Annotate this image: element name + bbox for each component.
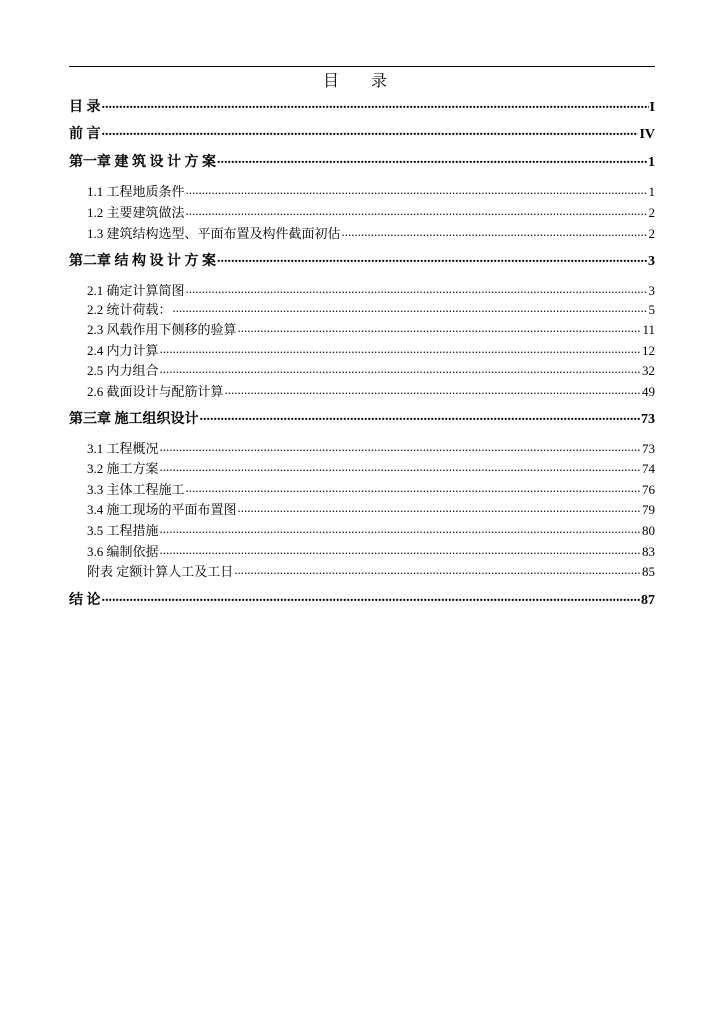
toc-dot-leader: [342, 226, 648, 238]
toc-entry-label: 3.1 工程概况: [87, 441, 159, 456]
toc-entry-label: 1.3 建筑结构选型、平面布置及构件截面初估: [87, 226, 341, 241]
toc-entry-page-number: 49: [642, 384, 655, 399]
toc-entry-label: 2.4 内力计算: [87, 343, 159, 358]
toc-section-entry[interactable]: [87, 383, 655, 401]
toc-entry-label: 3.2 施工方案: [87, 461, 159, 476]
toc-entry-page-number: 3: [648, 254, 655, 269]
toc-entry-page-number: 76: [642, 482, 655, 497]
toc-dot-leader: [238, 322, 642, 334]
toc-section-entry[interactable]: [87, 481, 655, 499]
toc-entry-label: 2.1 确定计算简图: [87, 283, 185, 298]
toc-entry-page-number: 1: [648, 184, 655, 199]
toc-entry-page-number: 2: [648, 205, 655, 220]
toc-dot-leader: [160, 544, 641, 556]
toc-entry-page-number: 5: [648, 302, 655, 317]
toc-section-entry[interactable]: [87, 501, 655, 519]
toc-dot-leader: [160, 363, 641, 375]
toc-entry-page-number: 79: [642, 502, 655, 517]
toc-title: 目 录: [322, 73, 401, 90]
toc-dot-leader: [217, 253, 647, 265]
toc-entry-label: 3.3 主体工程施工: [87, 482, 185, 497]
toc-chapter-entry[interactable]: [69, 411, 655, 429]
toc-dot-leader: [225, 384, 641, 396]
toc-entry-page-number: I: [649, 100, 655, 115]
toc-dot-leader: [217, 154, 647, 166]
toc-entry-label: 第三章 施工组织设计: [69, 412, 199, 427]
toc-section-entry[interactable]: [87, 522, 655, 540]
toc-entry-label: 2.2 统计荷载：: [87, 302, 172, 317]
toc-chapter-entry[interactable]: [69, 253, 655, 271]
toc-entry-label: 前 言: [69, 127, 101, 142]
toc-chapter-entry[interactable]: [69, 99, 655, 117]
toc-entry-label: 目 录: [69, 100, 101, 115]
toc-entry-label: 第一章 建 筑 设 计 方 案: [69, 155, 216, 170]
toc-entry-page-number: 12: [642, 343, 655, 358]
toc-entry-label: 2.6 截面设计与配筋计算: [87, 384, 224, 399]
toc-entry-page-number: 87: [641, 593, 655, 608]
toc-section-entry[interactable]: [87, 543, 655, 561]
toc-entry-page-number: 11: [642, 322, 655, 337]
toc-entry-page-number: 1: [648, 155, 655, 170]
toc-entry-page-number: 73: [641, 412, 655, 427]
toc-entry-page-number: 2: [648, 226, 655, 241]
toc-section-entry[interactable]: [87, 321, 655, 339]
toc-section-entry[interactable]: [87, 342, 655, 360]
toc-entry-label: 3.4 施工现场的平面布置图: [87, 502, 237, 517]
toc-dot-leader: [160, 343, 641, 355]
toc-dot-leader: [102, 99, 649, 111]
toc-entry-label: 2.5 内力组合: [87, 363, 159, 378]
toc-entry-page-number: 32: [642, 363, 655, 378]
toc-entry-label: 3.5 工程措施: [87, 523, 159, 538]
toc-section-entry[interactable]: [87, 225, 655, 243]
toc-dot-leader: [234, 564, 641, 576]
toc-section-entry[interactable]: [87, 440, 655, 458]
toc-entry-page-number: 74: [642, 461, 655, 476]
toc-dot-leader: [160, 441, 641, 453]
toc-dot-leader: [186, 205, 648, 217]
toc-dot-leader: [186, 482, 641, 494]
toc-section-entry[interactable]: [87, 282, 655, 300]
toc-entry-page-number: 80: [642, 523, 655, 538]
toc-chapter-entry[interactable]: [69, 126, 655, 144]
toc-entry-label: 1.2 主要建筑做法: [87, 205, 185, 220]
toc-section-entry[interactable]: [87, 460, 655, 478]
toc-entry-page-number: 3: [648, 283, 655, 298]
toc-chapter-entry[interactable]: [69, 592, 655, 610]
toc-dot-leader: [160, 461, 641, 473]
toc-entry-label: 1.1 工程地质条件: [87, 184, 185, 199]
toc-entry-label: 第二章 结 构 设 计 方 案: [69, 254, 216, 269]
toc-entry-page-number: IV: [639, 127, 655, 142]
toc-entry-label: 2.3 风载作用下侧移的验算: [87, 322, 237, 337]
toc-section-entry[interactable]: [87, 301, 655, 319]
toc-chapter-entry[interactable]: [69, 154, 655, 172]
toc-section-entry[interactable]: [87, 362, 655, 380]
toc-entry-label: 附表 定额计算人工及工日: [87, 564, 234, 579]
toc-entry-page-number: 85: [642, 564, 655, 579]
toc-dot-leader: [160, 523, 641, 535]
toc-dot-leader: [200, 411, 641, 423]
toc-dot-leader: [186, 184, 648, 196]
toc-section-entry[interactable]: [87, 563, 655, 581]
toc-dot-leader: [173, 302, 648, 314]
toc-dot-leader: [102, 592, 641, 604]
toc-section-entry[interactable]: [87, 204, 655, 222]
toc-entry-page-number: 73: [642, 441, 655, 456]
toc-dot-leader: [238, 502, 641, 514]
header-rule: [69, 66, 655, 67]
toc-entry-label: 3.6 编制依据: [87, 544, 159, 559]
toc-entry-page-number: 83: [642, 544, 655, 559]
toc-section-entry[interactable]: [87, 183, 655, 201]
toc-dot-leader: [186, 283, 648, 295]
toc-dot-leader: [102, 126, 639, 138]
toc-entry-label: 结 论: [69, 593, 101, 608]
